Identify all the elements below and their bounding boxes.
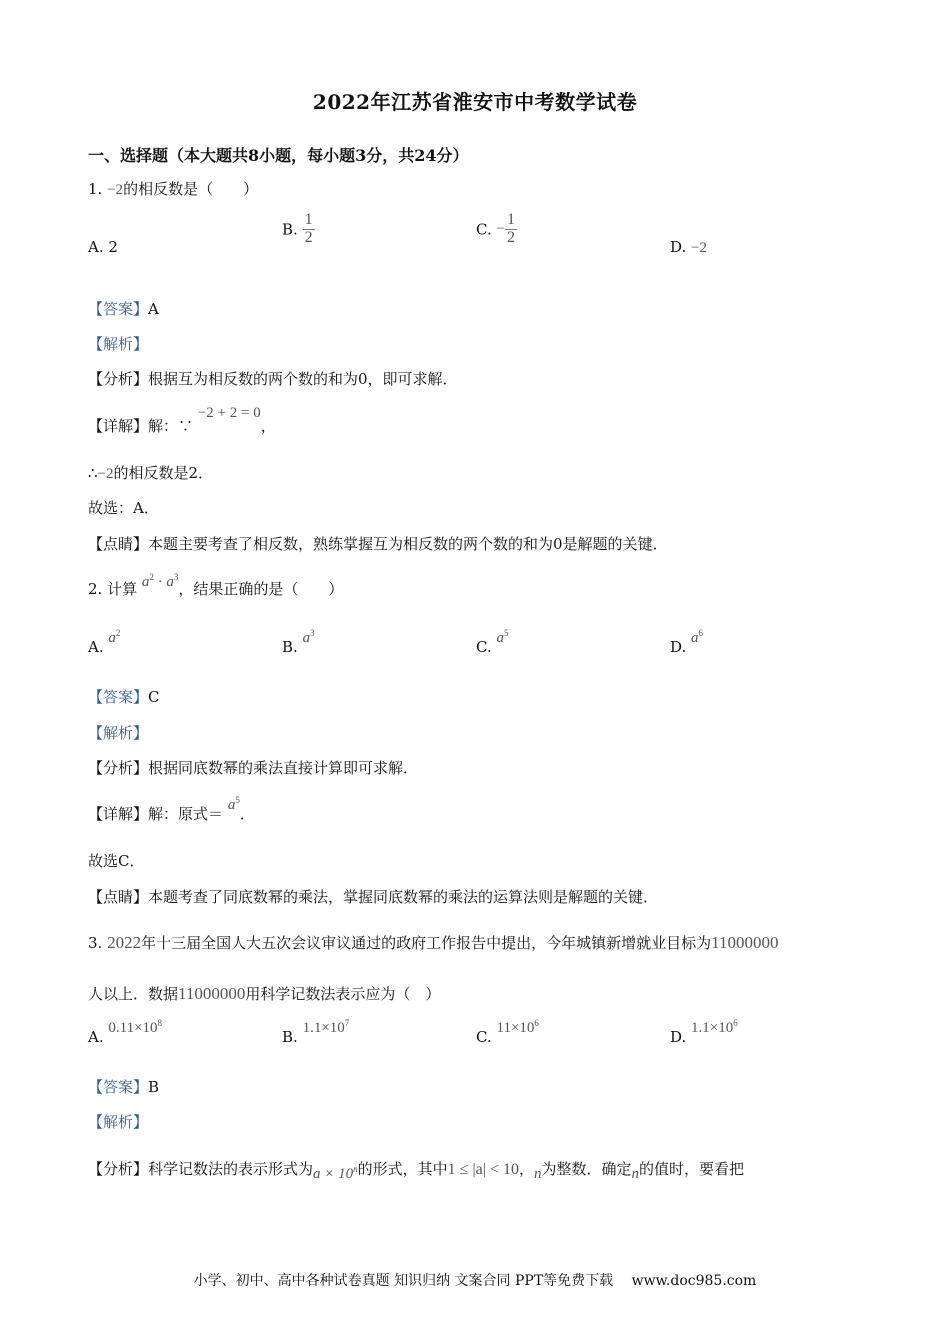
math-expression bbox=[142, 572, 179, 590]
minus-sign: − bbox=[496, 220, 505, 237]
option-a bbox=[88, 1018, 163, 1047]
therefore-text: 的相反数是2． bbox=[113, 464, 214, 482]
big-number: 11000000 bbox=[178, 984, 246, 1003]
option-d bbox=[670, 1018, 738, 1047]
analysis-line bbox=[88, 1158, 745, 1182]
detail-line bbox=[88, 405, 276, 436]
exponent: 7 bbox=[344, 1018, 350, 1028]
comment-text: 本题主要考查了相反数，熟练掌握互为相反数的两个数的和为0是解题的关键． bbox=[148, 535, 668, 553]
numerator: 1 bbox=[304, 211, 313, 228]
page-footer bbox=[0, 1270, 950, 1290]
denominator: 2 bbox=[506, 228, 515, 246]
numerator: 1 bbox=[506, 211, 515, 228]
base: a bbox=[302, 630, 311, 646]
option-a bbox=[88, 628, 121, 657]
question-3 bbox=[88, 932, 778, 953]
question-text: 的相反数是（ ） bbox=[123, 180, 259, 198]
math-expression: 1 ≤ |a| < 10 bbox=[447, 1161, 519, 1178]
option-label: A. bbox=[88, 638, 104, 656]
exponent: 6 bbox=[733, 1018, 738, 1028]
answer-line bbox=[88, 298, 159, 319]
exponent: 8 bbox=[157, 1018, 163, 1028]
choose-line: 故选C． bbox=[88, 852, 145, 870]
denominator: 2 bbox=[304, 228, 313, 246]
detail-text: 解：∵ bbox=[148, 417, 194, 435]
exponent: 3 bbox=[173, 572, 179, 582]
option-c bbox=[476, 1018, 539, 1047]
option-value: −2 bbox=[691, 240, 708, 256]
exponent: 2 bbox=[149, 572, 154, 582]
option-value: 2 bbox=[108, 238, 118, 256]
jiexi-tag: 【解析】 bbox=[88, 335, 149, 353]
question-number: 3. bbox=[88, 934, 103, 952]
jiexi-tag: 【解析】 bbox=[88, 724, 149, 742]
comment-text: 本题考查了同底数幂的乘法，掌握同底数幂的乘法的运算法则是解题的关键． bbox=[148, 888, 659, 906]
analysis-tag: 【分析】 bbox=[88, 1160, 149, 1178]
detail-tag: 【详解】 bbox=[88, 805, 149, 823]
option-label: C. bbox=[476, 638, 492, 656]
option-label: B. bbox=[282, 638, 298, 656]
footer-link[interactable]: www.doc985.com bbox=[631, 1273, 757, 1289]
big-number: 11000000 bbox=[711, 933, 779, 952]
analysis-tag: 【分析】 bbox=[88, 759, 149, 777]
option-a bbox=[88, 238, 118, 256]
exponent: 5 bbox=[504, 628, 509, 638]
question-number: 2. bbox=[88, 580, 103, 598]
question-number: 1. bbox=[88, 180, 103, 198]
analysis-text: 的形式，其中 bbox=[357, 1160, 448, 1178]
option-d bbox=[670, 238, 707, 257]
option-d bbox=[670, 628, 704, 657]
detail-punct: ， bbox=[260, 417, 276, 435]
answer-tag: 【答案】 bbox=[88, 1078, 149, 1096]
math-expression: −2 bbox=[97, 466, 114, 482]
comment-line bbox=[88, 886, 658, 907]
answer-value: A bbox=[148, 300, 159, 318]
coefficient: 1.1×10 bbox=[302, 1020, 345, 1036]
question-text: 人以上．数据 bbox=[88, 985, 179, 1003]
analysis-punct: ， bbox=[518, 1160, 534, 1178]
math-variable: n bbox=[631, 1166, 640, 1182]
detail-tag: 【详解】 bbox=[88, 417, 149, 435]
option-label: A. bbox=[88, 238, 104, 256]
question-3-cont bbox=[88, 983, 440, 1004]
option-label: D. bbox=[670, 1028, 687, 1046]
exponent: 3 bbox=[310, 628, 315, 638]
comment-tag: 【点睛】 bbox=[88, 888, 149, 906]
coefficient: 1.1×10 bbox=[691, 1020, 734, 1036]
exponent: 5 bbox=[235, 795, 240, 805]
comment-tag: 【点睛】 bbox=[88, 535, 149, 553]
answer-line bbox=[88, 1076, 159, 1097]
exponent: 6 bbox=[534, 1018, 539, 1028]
question-text: ，结果正确的是（ ） bbox=[178, 580, 344, 598]
section-heading: 一、选择题（本大题共8小题，每小题3分，共24分） bbox=[88, 146, 469, 165]
option-label: C. bbox=[476, 220, 492, 239]
option-label: C. bbox=[476, 1028, 492, 1046]
therefore-line bbox=[88, 462, 213, 483]
detail-text: 解：原式＝ bbox=[148, 805, 224, 823]
detail-line bbox=[88, 795, 255, 824]
math-expression: −2 bbox=[107, 182, 124, 198]
answer-value: C bbox=[148, 688, 160, 706]
year-number: 2022 bbox=[107, 933, 142, 952]
question-text: 年十三届全国人大五次会议审议通过的政府工作报告中提出，今年城镇新增就业目标为 bbox=[141, 934, 712, 952]
answer-tag: 【答案】 bbox=[88, 300, 149, 318]
base: a bbox=[691, 630, 699, 646]
coefficient: 0.11×10 bbox=[108, 1020, 158, 1036]
page-title: 2022年江苏省淮安市中考数学试卷 bbox=[312, 90, 638, 114]
footer-text: 小学、初中、高中各种试卷真题 知识归纳 文案合同 PPT等免费下载 bbox=[193, 1273, 614, 1289]
exponent: 2 bbox=[115, 628, 121, 638]
analysis-line bbox=[88, 757, 418, 778]
analysis-tag: 【分析】 bbox=[88, 370, 149, 388]
math-expression: −2 + 2 = 0 bbox=[197, 405, 261, 421]
option-label: B. bbox=[282, 220, 298, 239]
base: a bbox=[227, 797, 236, 813]
choose-line: 故选：A． bbox=[88, 499, 159, 517]
coefficient: 11×10 bbox=[496, 1020, 535, 1036]
base: a bbox=[108, 630, 116, 646]
option-c bbox=[476, 212, 517, 247]
fraction bbox=[303, 212, 315, 247]
analysis-text: 为整数．确定 bbox=[541, 1160, 632, 1178]
answer-value: B bbox=[148, 1078, 160, 1096]
answer-tag: 【答案】 bbox=[88, 688, 149, 706]
question-text: 用科学记数法表示应为（ ） bbox=[245, 985, 441, 1003]
math-variable: n bbox=[534, 1166, 542, 1182]
dot-operator: · bbox=[153, 574, 167, 590]
question-1 bbox=[88, 178, 258, 199]
math-expression: a × 10 bbox=[313, 1166, 354, 1182]
analysis-text: 科学记数法的表示形式为 bbox=[148, 1160, 314, 1178]
fraction bbox=[505, 212, 517, 247]
option-label: B. bbox=[282, 1028, 298, 1046]
answer-line bbox=[88, 686, 160, 707]
option-c bbox=[476, 628, 509, 657]
option-label: D. bbox=[670, 638, 687, 656]
question-text: 计算 bbox=[107, 580, 138, 598]
option-label: D. bbox=[670, 238, 687, 256]
exponent: 6 bbox=[698, 628, 704, 638]
analysis-line bbox=[88, 368, 458, 389]
analysis-text: 根据同底数幂的乘法直接计算即可求解． bbox=[148, 759, 419, 777]
therefore-symbol: ∴ bbox=[88, 464, 98, 482]
question-2 bbox=[88, 572, 344, 599]
jiexi-tag: 【解析】 bbox=[88, 1113, 149, 1131]
option-b bbox=[282, 628, 315, 657]
base: a bbox=[141, 574, 150, 590]
base: a bbox=[166, 574, 174, 590]
analysis-text: 根据互为相反数的两个数的和为0，即可求解． bbox=[148, 370, 458, 388]
detail-punct: ． bbox=[239, 805, 255, 823]
analysis-text: 的值时，要看把 bbox=[639, 1160, 745, 1178]
option-b bbox=[282, 212, 315, 247]
option-b bbox=[282, 1018, 350, 1047]
exponent: n bbox=[353, 1164, 358, 1174]
option-label: A. bbox=[88, 1028, 104, 1046]
base: a bbox=[496, 630, 504, 646]
comment-line bbox=[88, 533, 668, 554]
